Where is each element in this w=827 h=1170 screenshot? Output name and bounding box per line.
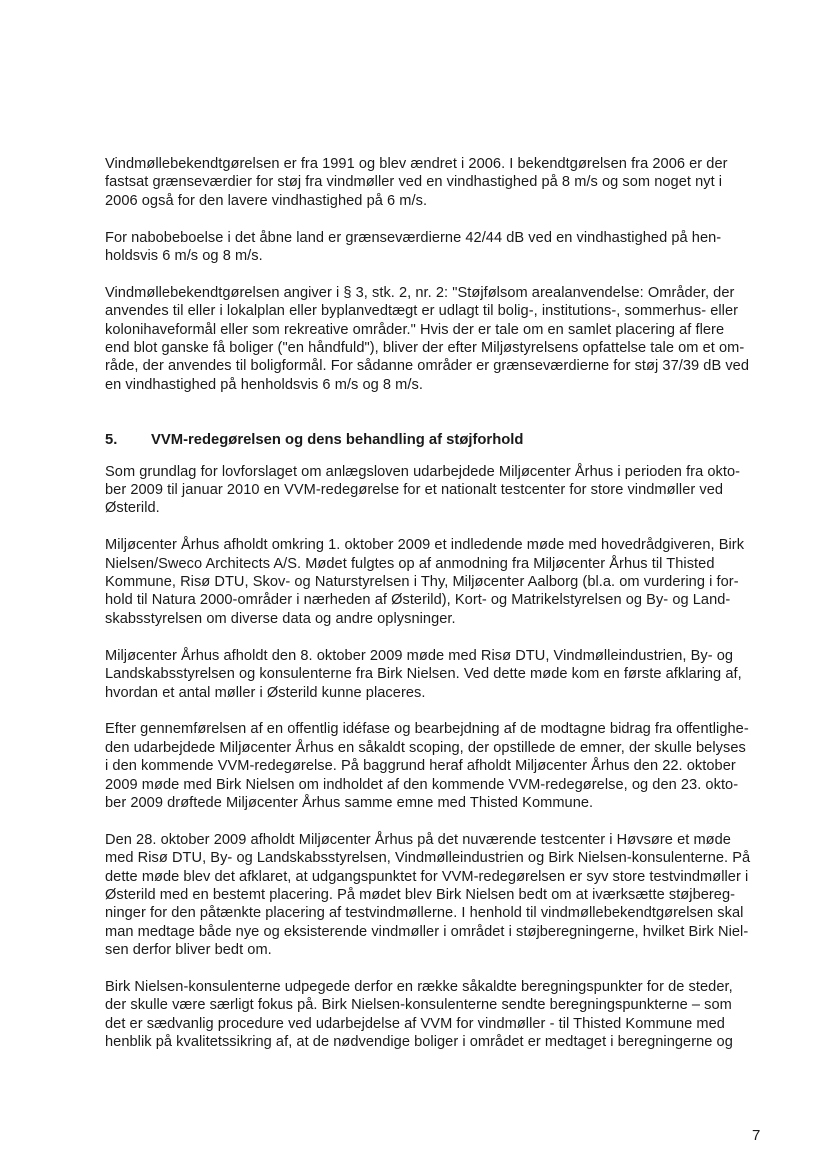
paragraph-2: For nabobeboelse i det åbne land er grænseværdierne 42/44 dB ved en vindhastighed på hen- holdsvis 6 m/s og 8 m/s.	[105, 229, 722, 265]
paragraph-8: Den 28. oktober 2009 afholdt Miljøcenter Århus på det nuværende testcenter i Høvsøre et møde med Risø DTU, By- og Landskabsstyrelsen, Vindmølleindustrien og Birk Nielsen-konsulenterne. På dette møde blev det afklaret, at udgangspunktet for VVM-redegørelsen er syv store testvindmøller i Østerild med en bestemt placering. På mødet blev Birk Nielsen bedt om at iværksætte støjbereg- ninger for den påtænkte placering af testvindmøllerne. I henhold til vindmøllebekendtgørelsen skal man medtage både nye og eksisterende vindmøller i området i støjberegningerne, hvilket Birk Niel- sen derfor bliver bedt om.	[105, 831, 751, 959]
document-body	[105, 155, 773, 1070]
paragraph-6: Miljøcenter Århus afholdt den 8. oktober 2009 møde med Risø DTU, Vindmølleindustrien, By- og Landskabsstyrelsen og konsulenterne fra Birk Nielsen. Ved dette møde kom en første afklaring af, hvordan et antal møller i Østerild kunne placeres.	[105, 647, 742, 701]
section-heading	[105, 431, 773, 449]
paragraph-5: Miljøcenter Århus afholdt omkring 1. oktober 2009 et indledende møde med hovedrådgiveren, Birk Nielsen/Sweco Architects A/S. Mødet fulgtes op af anmodning fra Miljøcenter Århus til Thisted Kommune, Risø DTU, Skov- og Naturstyrelsen i Thy, Miljøcenter Aalborg (bl.a. om vurdering i for- hold til Natura 2000-områder i nærheden af Østerild), Kort- og Matrikelstyrelsen og By- og Land- skabsstyrelsen om diverse data og andre oplysninger.	[105, 537, 745, 627]
paragraph-1: Vindmøllebekendtgørelsen er fra 1991 og blev ændret i 2006. I bekendtgørelsen fra 2006 er der fastsat grænseværdier for støj fra vindmøller ved en vindhastighed på 8 m/s og som noget nyt i 2006 også for den lavere vindhastighed på 6 m/s.	[105, 156, 728, 209]
paragraph-3: Vindmøllebekendtgørelsen angiver i § 3, stk. 2, nr. 2: "Støjfølsom arealanvendelse: Områder, der anvendes til eller i lokalplan eller byplanvedtægt er udlagt til bolig-, institutions-, sommerhus- eller kolonihaveformål eller som rekreative områder." Hvis der er tale om en samlet placering af flere end blot ganske få boliger ("en håndfuld"), bliver der efter Miljøstyrelsens opfattelse tale om et om- råde, der anvendes til boligformål. For sådanne områder er grænseværdierne for støj 37/39 dB ved en vindhastighed på henholdsvis 6 m/s og 8 m/s.	[105, 284, 750, 393]
paragraph-9: Birk Nielsen-konsulenterne udpegede derfor en række såkaldte beregningspunkter for de steder, der skulle være særligt fokus på. Birk Nielsen-konsulenterne sendte beregningspunkterne – som det er sædvanlig procedure ved udarbejdelse af VVM for vindmøller - til Thisted Kommune med henblik på kvalitetssikring af, at de nødvendige boliger i området er medtaget i beregningerne og	[105, 978, 733, 1051]
section-number: 5.	[105, 432, 118, 449]
section-title: VVM-redegørelsen og dens behandling af støjforhold	[151, 432, 524, 449]
paragraph-7: Efter gennemførelsen af en offentlig idéfase og bearbejdning af de modtagne bidrag fra offentlighe- den udarbejdede Miljøcenter Århus en såkaldt scoping, der opstillede de emner, der skulle belyses i den kommende VVM-redegørelse. På baggrund heraf afholdt Miljøcenter Århus den 22. oktober 2009 møde med Birk Nielsen om indholdet af den kommende VVM-redegørelse, og den 23. okto- ber 2009 drøftede Miljøcenter Århus samme emne med Thisted Kommune.	[105, 721, 749, 811]
page-number: 7	[752, 1127, 761, 1144]
paragraph-4: Som grundlag for lovforslaget om anlægsloven udarbejdede Miljøcenter Århus i perioden fra okto- ber 2009 til januar 2010 en VVM-redegørelse for et nationalt testcenter for store vindmøller ved Østerild.	[105, 463, 741, 517]
